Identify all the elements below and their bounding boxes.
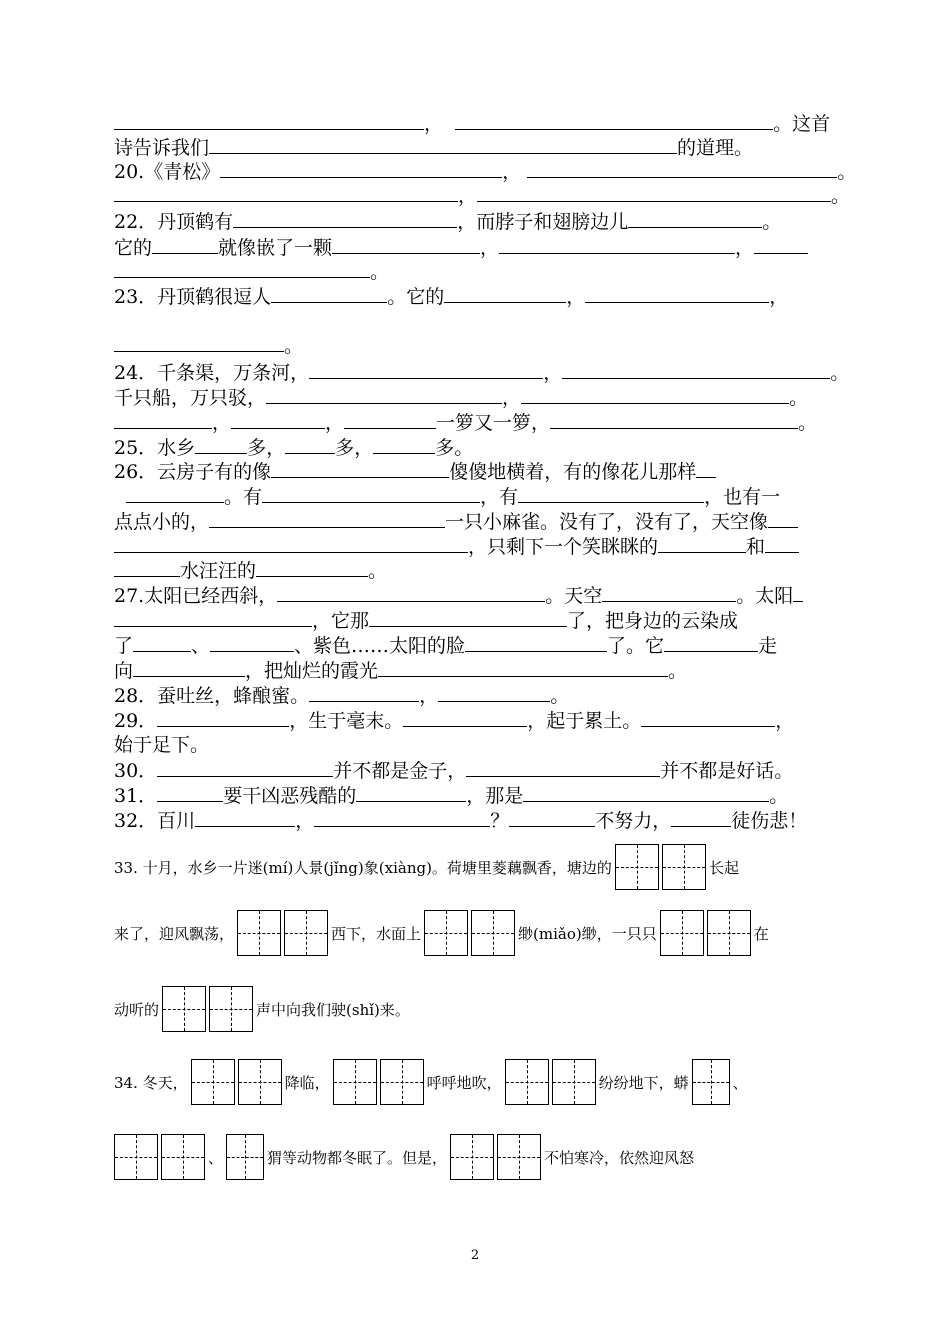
- answer-blank[interactable]: [114, 183, 458, 202]
- text: 动听的: [114, 1000, 160, 1019]
- answer-blank[interactable]: [373, 435, 435, 454]
- answer-blank[interactable]: [628, 209, 762, 228]
- answer-blank[interactable]: [271, 284, 387, 303]
- text: ？: [490, 810, 510, 832]
- text-line: [114, 159, 856, 184]
- text: 多，: [335, 437, 374, 459]
- text: ，: [502, 387, 522, 409]
- text-line: [114, 435, 473, 460]
- text: ，: [295, 810, 315, 832]
- pinyin-grid[interactable]: [450, 1134, 541, 1180]
- q33-row-3: [114, 986, 410, 1032]
- grid-cell[interactable]: [662, 844, 706, 890]
- answer-blank[interactable]: [765, 534, 799, 553]
- q34-row-1: [114, 1059, 748, 1105]
- answer-blank[interactable]: [369, 608, 567, 627]
- grid-cell[interactable]: [162, 986, 206, 1032]
- text-line: [114, 183, 850, 208]
- answer-blank[interactable]: [550, 410, 798, 429]
- text: 。: [370, 261, 390, 283]
- text: 就像嵌了一颗: [218, 237, 333, 259]
- answer-blank[interactable]: [477, 183, 831, 202]
- text: 多。: [435, 437, 474, 459]
- answer-blank[interactable]: [518, 484, 704, 503]
- answer-blank[interactable]: [157, 758, 333, 777]
- answer-blank[interactable]: [262, 484, 480, 503]
- text-line: [114, 333, 303, 358]
- grid-cell[interactable]: [692, 1059, 730, 1105]
- text-line: [114, 608, 738, 633]
- text: 。它的: [387, 286, 445, 308]
- answer-blank[interactable]: [527, 159, 837, 178]
- text-line: [114, 284, 788, 309]
- text-line: [114, 459, 716, 484]
- text-line: [114, 808, 807, 833]
- text-line: [114, 733, 209, 757]
- text: 25．水乡: [114, 437, 196, 459]
- text: ，而脖子和翅膀边儿: [457, 211, 629, 233]
- text: 它的: [114, 237, 153, 259]
- pinyin-grid[interactable]: [237, 910, 328, 956]
- pinyin-grid[interactable]: [692, 1059, 730, 1105]
- answer-blank[interactable]: [658, 534, 746, 553]
- text: 并不都是金子，: [333, 760, 467, 782]
- text: 一箩又一箩，: [436, 412, 551, 434]
- grid-cell[interactable]: [497, 1134, 541, 1180]
- grid-cell[interactable]: [615, 844, 659, 890]
- grid-cell[interactable]: [380, 1059, 424, 1105]
- text: ，: [458, 185, 478, 207]
- text: 34. 冬天，: [114, 1073, 188, 1092]
- pinyin-grid[interactable]: [191, 1059, 282, 1105]
- text-line: [114, 708, 794, 733]
- answer-blank[interactable]: [271, 459, 449, 478]
- grid-cell[interactable]: [505, 1059, 549, 1105]
- answer-blank[interactable]: [344, 410, 436, 429]
- text-line: [114, 683, 569, 708]
- text: ，只剩下一个笑眯眯的: [468, 536, 659, 558]
- text-line: [114, 410, 817, 435]
- text: ，也有一: [704, 486, 781, 508]
- grid-cell[interactable]: [238, 1059, 282, 1105]
- text: 28．蚕吐丝，蜂酿蜜。: [114, 685, 310, 707]
- text: 了，把身边的云染成: [567, 610, 739, 632]
- answer-blank[interactable]: [114, 111, 424, 130]
- text: 。有: [224, 486, 263, 508]
- text: 30．: [114, 760, 158, 782]
- text-line: [114, 111, 830, 136]
- text: 不努力，: [595, 810, 672, 832]
- answer-blank[interactable]: [754, 235, 808, 254]
- text: 猬等动物都冬眠了。但是，: [267, 1148, 448, 1167]
- answer-blank[interactable]: [664, 633, 758, 652]
- answer-blank[interactable]: [157, 708, 289, 727]
- text: 了: [114, 635, 134, 657]
- grid-cell[interactable]: [226, 1134, 264, 1180]
- grid-cell[interactable]: [284, 910, 328, 956]
- page-number: 2: [470, 1248, 480, 1263]
- text: 。: [769, 785, 789, 807]
- text: 来了，迎风飘荡，: [114, 924, 235, 943]
- text: 、: [191, 635, 211, 657]
- text: ，: [502, 161, 522, 183]
- text: 33. 十月，水乡一片迷(mí)人景(jǐng)象(xiàng)。荷塘里菱藕飘香，塘边的: [114, 858, 612, 877]
- grid-cell[interactable]: [424, 910, 468, 956]
- text: 22．丹顶鹤有: [114, 211, 234, 233]
- answer-blank[interactable]: [114, 410, 212, 429]
- text-line: [114, 534, 799, 559]
- text-line: [114, 558, 387, 583]
- text-line: [114, 209, 781, 234]
- text: 多，: [247, 437, 286, 459]
- answer-blank[interactable]: [466, 758, 660, 777]
- answer-blank[interactable]: [133, 633, 191, 652]
- text: 诗告诉我们: [114, 137, 210, 159]
- text: 声中向我们驶(shǐ)来。: [256, 1000, 410, 1019]
- text: ，: [769, 286, 789, 308]
- text-line: [114, 509, 798, 534]
- text: 缈(miǎo)缈，一只只: [518, 924, 657, 943]
- text: ，起于累土。: [527, 710, 642, 732]
- text-line: [114, 484, 780, 509]
- answer-blank[interactable]: [696, 459, 716, 478]
- answer-blank[interactable]: [309, 683, 419, 702]
- text: ，: [480, 237, 500, 259]
- answer-blank[interactable]: [378, 658, 668, 677]
- answer-blank[interactable]: [195, 808, 295, 827]
- text-line: [114, 259, 389, 284]
- answer-blank[interactable]: [114, 333, 284, 352]
- text: 。: [789, 387, 809, 409]
- answer-blank[interactable]: [403, 708, 527, 727]
- grid-cell[interactable]: [161, 1134, 205, 1180]
- answer-blank[interactable]: [133, 658, 245, 677]
- text: 27.太阳已经西斜，: [114, 585, 278, 607]
- text: 降临，: [284, 1073, 330, 1092]
- text: 23．丹顶鹤很逗人: [114, 286, 272, 308]
- text: ，把灿烂的霞光: [245, 660, 379, 682]
- grid-cell[interactable]: [209, 986, 253, 1032]
- text: 纷纷地下，蟒: [598, 1073, 689, 1092]
- grid-cell[interactable]: [450, 1134, 494, 1180]
- answer-blank[interactable]: [602, 583, 736, 602]
- answer-blank[interactable]: [231, 410, 325, 429]
- text: 24．千条渠，万条河，: [114, 362, 310, 384]
- text-line: [114, 583, 803, 608]
- answer-blank[interactable]: [314, 808, 490, 827]
- text: 。: [830, 362, 850, 384]
- pinyin-grid[interactable]: [226, 1134, 264, 1180]
- text: 32．百川: [114, 810, 196, 832]
- text: ，: [735, 237, 755, 259]
- text: ，生于毫末。: [289, 710, 404, 732]
- text: 水汪汪的: [180, 560, 257, 582]
- text: 、: [208, 1148, 224, 1167]
- answer-blank[interactable]: [233, 209, 457, 228]
- text: 呼呼地吹，: [426, 1073, 502, 1092]
- text: 点点小的，: [114, 511, 210, 533]
- answer-blank[interactable]: [671, 808, 731, 827]
- pinyin-grid[interactable]: [615, 844, 706, 890]
- answer-blank[interactable]: [793, 583, 803, 602]
- text: 傻傻地横着，有的像花儿那样: [449, 461, 697, 483]
- answer-blank[interactable]: [499, 235, 735, 254]
- text: 。: [368, 560, 388, 582]
- text-line: [114, 783, 788, 808]
- grid-cell[interactable]: [471, 910, 515, 956]
- answer-blank[interactable]: [768, 509, 798, 528]
- text: 走: [758, 635, 778, 657]
- answer-blank[interactable]: [521, 385, 789, 404]
- pinyin-grid[interactable]: [424, 910, 515, 956]
- text: 了。它: [607, 635, 665, 657]
- answer-blank[interactable]: [585, 284, 769, 303]
- text: 。: [831, 185, 851, 207]
- text: ，: [419, 685, 439, 707]
- answer-blank[interactable]: [114, 608, 312, 627]
- text-line: [114, 135, 753, 160]
- text: 。: [284, 335, 304, 357]
- q33-row-2: [114, 910, 769, 956]
- text-line: [114, 235, 808, 260]
- text: ，: [212, 412, 232, 434]
- answer-blank[interactable]: [562, 360, 830, 379]
- text: 。: [798, 412, 818, 434]
- answer-blank[interactable]: [195, 435, 247, 454]
- answer-blank[interactable]: [209, 135, 677, 154]
- answer-blank[interactable]: [114, 534, 468, 553]
- text: 。太阳: [736, 585, 794, 607]
- answer-blank[interactable]: [266, 385, 502, 404]
- pinyin-grid[interactable]: [114, 1134, 205, 1180]
- text: ，: [543, 362, 563, 384]
- text-line: [114, 360, 849, 385]
- answer-blank[interactable]: [438, 683, 550, 702]
- pinyin-grid[interactable]: [162, 986, 253, 1032]
- text-line: [114, 658, 687, 683]
- text: ，: [325, 412, 345, 434]
- text-line: [114, 385, 808, 410]
- grid-cell[interactable]: [660, 910, 704, 956]
- pinyin-grid[interactable]: [505, 1059, 596, 1105]
- answer-blank[interactable]: [277, 583, 545, 602]
- text: ，: [566, 286, 586, 308]
- grid-cell[interactable]: [552, 1059, 596, 1105]
- answer-blank[interactable]: [332, 235, 480, 254]
- text: 千只船，万只驳，: [114, 387, 267, 409]
- answer-blank[interactable]: [157, 783, 223, 802]
- text: 、: [732, 1073, 748, 1092]
- text: 徒伤悲！: [731, 810, 808, 832]
- grid-cell[interactable]: [191, 1059, 235, 1105]
- answer-blank[interactable]: [444, 284, 566, 303]
- q33-row-1: [114, 844, 739, 890]
- text: 不怕寒冷，依然迎风怒: [544, 1148, 695, 1167]
- answer-blank[interactable]: [509, 808, 595, 827]
- grid-cell[interactable]: [237, 910, 281, 956]
- text: 西下，水面上: [331, 924, 422, 943]
- text: 和: [746, 536, 766, 558]
- answer-blank[interactable]: [210, 633, 294, 652]
- answer-blank[interactable]: [465, 633, 607, 652]
- answer-blank[interactable]: [152, 235, 218, 254]
- answer-blank[interactable]: [356, 783, 466, 802]
- grid-cell[interactable]: [333, 1059, 377, 1105]
- answer-blank[interactable]: [114, 558, 180, 577]
- grid-cell[interactable]: [114, 1134, 158, 1180]
- text: ，: [775, 710, 795, 732]
- answer-blank[interactable]: [285, 435, 335, 454]
- text: 的道理。: [677, 137, 754, 159]
- text: 并不都是好话。: [660, 760, 794, 782]
- answer-blank[interactable]: [309, 360, 543, 379]
- answer-blank[interactable]: [209, 509, 445, 528]
- text: 20.《青松》: [114, 161, 221, 183]
- text: 向: [114, 660, 134, 682]
- text-line: [114, 633, 777, 658]
- pinyin-grid[interactable]: [660, 910, 751, 956]
- answer-blank[interactable]: [126, 484, 224, 503]
- text: 始于足下。: [114, 734, 210, 756]
- text: 长起: [708, 858, 739, 877]
- text: 。天空: [545, 585, 603, 607]
- text: ，那是: [466, 785, 524, 807]
- text: 在: [753, 924, 769, 943]
- grid-cell[interactable]: [707, 910, 751, 956]
- text: 31．: [114, 785, 158, 807]
- text: 、紫色……太阳的脸: [294, 635, 466, 657]
- text: 一只小麻雀。没有了，没有了，天空像: [445, 511, 769, 533]
- text: 。: [762, 211, 782, 233]
- text: 29．: [114, 710, 158, 732]
- text: 26．云房子有的像: [114, 461, 272, 483]
- pinyin-grid[interactable]: [333, 1059, 424, 1105]
- text: 要干凶恶残酷的: [223, 785, 357, 807]
- text: 。: [550, 685, 570, 707]
- q34-row-2: [114, 1134, 694, 1180]
- text-line: [114, 758, 793, 783]
- text: 。这首: [773, 113, 831, 135]
- answer-blank[interactable]: [523, 783, 769, 802]
- text: ，有: [480, 486, 519, 508]
- answer-blank[interactable]: [256, 558, 368, 577]
- answer-blank[interactable]: [641, 708, 775, 727]
- text: ，它那: [312, 610, 370, 632]
- text: 。: [837, 161, 857, 183]
- answer-blank[interactable]: [114, 259, 370, 278]
- text: 。: [668, 660, 688, 682]
- answer-blank[interactable]: [220, 159, 502, 178]
- answer-blank[interactable]: [455, 111, 773, 130]
- text: ，: [424, 113, 444, 135]
